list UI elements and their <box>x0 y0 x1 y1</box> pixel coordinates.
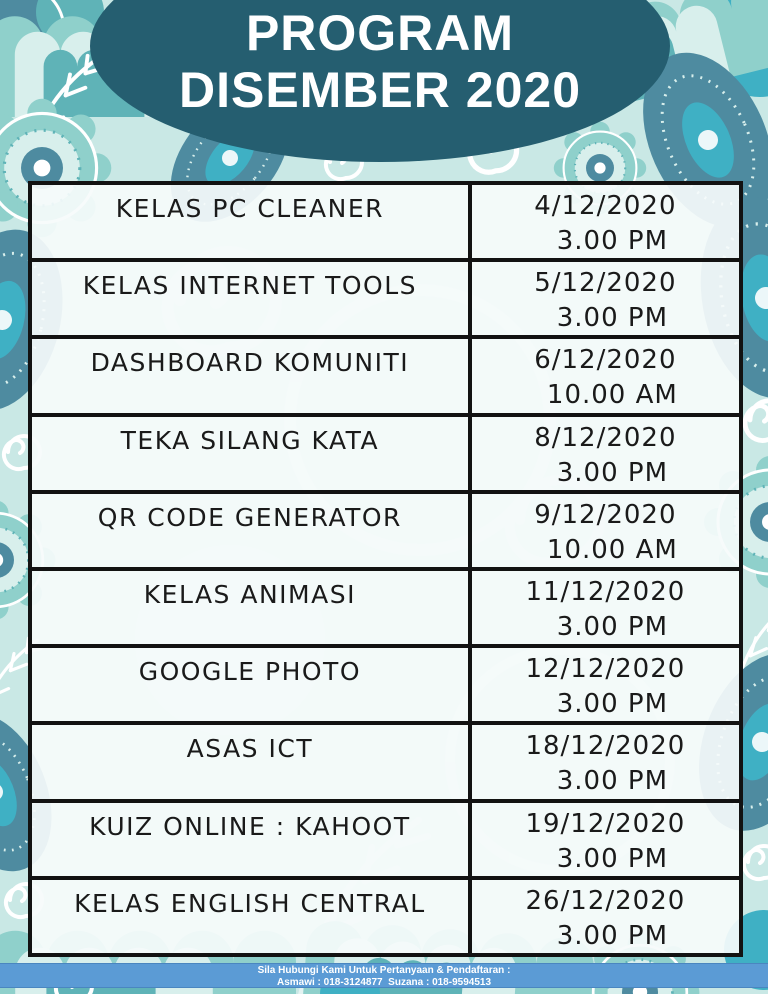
schedule-cell <box>472 185 739 258</box>
program-time: 3.00 PM <box>556 226 669 256</box>
table-row <box>32 721 739 798</box>
program-cell <box>32 880 472 953</box>
schedule-cell <box>472 417 739 490</box>
table-row <box>32 799 739 876</box>
program-name: GOOGLE PHOTO <box>138 657 362 687</box>
program-cell <box>32 417 472 490</box>
table-row <box>32 258 739 335</box>
schedule-cell <box>472 803 739 876</box>
schedule-cell <box>472 571 739 644</box>
program-time: 3.00 PM <box>556 689 669 720</box>
program-name: DASHBOARD KOMUNITI <box>90 348 410 378</box>
program-date: 6/12/2020 <box>534 345 677 376</box>
schedule-cell <box>472 725 739 798</box>
program-time: 3.00 PM <box>556 612 669 643</box>
program-cell <box>32 803 472 876</box>
table-row <box>32 185 739 258</box>
poster-title <box>90 5 670 119</box>
program-date: 12/12/2020 <box>525 654 686 685</box>
program-name: KELAS ENGLISH CENTRAL <box>74 888 426 918</box>
program-time: 10.00 AM <box>546 534 678 565</box>
schedule-cell <box>472 880 739 953</box>
schedule-cell <box>472 262 739 335</box>
program-date: 4/12/2020 <box>534 191 677 221</box>
program-cell <box>32 725 472 798</box>
program-name: ASAS ICT <box>186 734 314 764</box>
schedule-cell <box>472 648 739 721</box>
table-row <box>32 876 739 953</box>
program-name: TEKA SILANG KATA <box>120 425 380 455</box>
contact-line1: Sila Hubungi Kami Untuk Pertanyaan & Pendaftaran : <box>257 965 511 976</box>
title-line2: DISEMBER 2020 <box>178 62 582 118</box>
program-time: 3.00 PM <box>556 303 669 334</box>
schedule-cell <box>472 339 739 412</box>
program-name: KUIZ ONLINE : KAHOOT <box>89 811 411 841</box>
program-name: KELAS ANIMASI <box>143 580 356 610</box>
program-date: 5/12/2020 <box>534 268 677 299</box>
program-cell <box>32 185 472 258</box>
program-time: 3.00 PM <box>556 843 669 874</box>
program-cell <box>32 262 472 335</box>
schedule-table <box>28 181 743 957</box>
contact-line2: Asmawi : 018-3124877 Suzana : 018-9594513 <box>276 976 492 988</box>
program-time: 3.00 PM <box>556 920 669 951</box>
title-line1: PROGRAM <box>245 5 515 61</box>
program-name: KELAS INTERNET TOOLS <box>82 271 417 301</box>
program-name: KELAS PC CLEANER <box>115 194 384 223</box>
table-row <box>32 644 739 721</box>
program-time: 3.00 PM <box>556 766 669 797</box>
program-time: 3.00 PM <box>556 457 669 488</box>
program-date: 19/12/2020 <box>525 808 686 839</box>
program-time: 10.00 AM <box>546 380 678 411</box>
program-name: QR CODE GENERATOR <box>97 502 402 532</box>
program-date: 18/12/2020 <box>525 731 686 762</box>
program-date: 8/12/2020 <box>534 422 677 453</box>
program-cell <box>32 648 472 721</box>
program-cell <box>32 339 472 412</box>
program-cell <box>32 571 472 644</box>
schedule-cell <box>472 494 739 567</box>
program-date: 9/12/2020 <box>534 499 677 530</box>
table-row <box>32 567 739 644</box>
program-cell <box>32 494 472 567</box>
table-row <box>32 335 739 412</box>
program-date: 26/12/2020 <box>525 885 686 916</box>
program-date: 11/12/2020 <box>525 577 686 608</box>
table-row <box>32 413 739 490</box>
table-row <box>32 490 739 567</box>
contact-bar <box>0 963 768 988</box>
